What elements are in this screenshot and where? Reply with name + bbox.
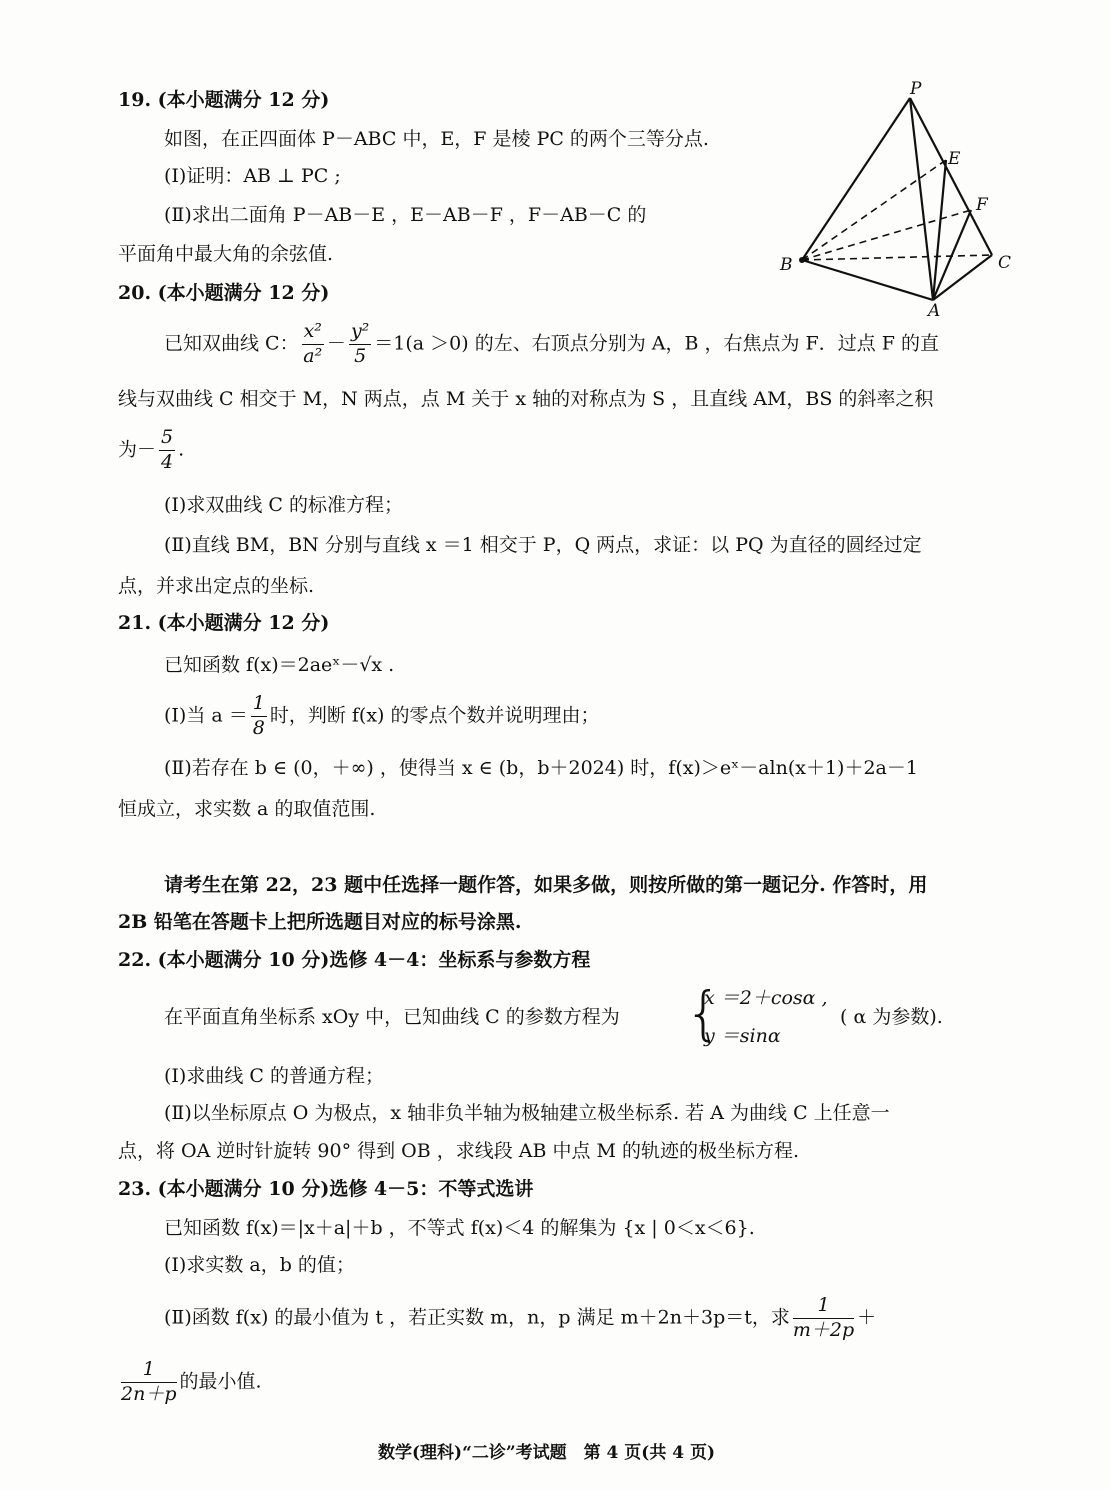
fraction-1-2n-p: $\frac{1}{2n+p}$ (121, 1358, 177, 1405)
edge-pa (910, 98, 933, 300)
q23-part1: (Ⅰ)求实数 a，b 的值； (164, 1254, 355, 1276)
q21-line1: 已知函数 f(x)＝2aeˣ－√x . (164, 654, 395, 676)
fraction-5-4: $\frac{5}{4}$ (161, 426, 174, 473)
tetrahedron-figure (770, 70, 1030, 330)
edge-ae (933, 160, 946, 300)
edge-bc (802, 255, 992, 260)
q20-line2: 线与双曲线 C 相交于 M，N 两点，点 M 关于 x 轴的对称点为 S ，且直线 AM，BS 的斜率之积 (118, 388, 934, 410)
q22-part1: (Ⅰ)求曲线 C 的普通方程； (164, 1065, 384, 1087)
q20-part2: (Ⅱ)直线 BM，BN 分别与直线 x ＝1 相交于 P，Q 两点，求证：以 PQ 为直径的圆经过定 (164, 534, 922, 556)
q19-part1: (Ⅰ)证明：AB ⊥ PC ; (164, 165, 341, 187)
q19-part2-cont: 平面角中最大角的余弦值. (118, 243, 334, 265)
q19-part2: (Ⅱ)求出二面角 P－AB－E ，E－AB－F ，F－AB－C 的 (164, 204, 647, 226)
system-brace: { (685, 979, 722, 1047)
edge-be (802, 160, 946, 260)
label-a: A (928, 301, 941, 321)
label-e: E (948, 149, 961, 169)
q20-part1: (Ⅰ)求双曲线 C 的标准方程； (164, 494, 403, 516)
q20-part2-cont: 点，并求出定点的坐标. (118, 575, 315, 597)
notice-line1: 请考生在第 22，23 题中任选择一题作答，如果多做，则按所做的第一题记分. 作答时，用 (164, 874, 928, 896)
fraction-x2-a2: $\frac{\text{x²}}{\text{a²}}$ (303, 320, 323, 367)
edge-ba (802, 260, 933, 300)
label-b: B (780, 255, 793, 275)
q22-param-note: ( α 为参数). (840, 1006, 943, 1028)
q21-part2-cont: 恒成立，求实数 a 的取值范围. (118, 798, 376, 820)
q19-intro: 如图，在正四面体 P－ABC 中，E，F 是棱 PC 的两个三等分点. (164, 128, 709, 150)
fraction-y2-5: $\frac{\text{y²}}{5}$ (350, 320, 370, 367)
q21-heading: 21. (本小题满分 12 分) (118, 612, 330, 634)
q23-line1: 已知函数 f(x)＝|x＋a|＋b ，不等式 f(x)＜4 的解集为 {x | 0＜x＜6}. (164, 1217, 755, 1239)
edge-pb (802, 98, 910, 260)
q20-line3: 为－ $\frac{5}{4}$ . (118, 426, 185, 473)
edge-bf (802, 210, 971, 260)
fraction-1-m-2p: $\frac{1}{m+2p}$ (792, 1294, 855, 1341)
q22-system-eq1: x ＝2＋cosα , (704, 987, 828, 1009)
q21-part2: (Ⅱ)若存在 b ∈ (0，＋∞) ，使得当 x ∈ (b，b＋2024) 时，f(x)＞eˣ－aln(x＋1)＋2a－1 (164, 757, 918, 779)
q22-system-eq2: y ＝sinα (704, 1025, 781, 1047)
q22-line1: 在平面直角坐标系 xOy 中，已知曲线 C 的参数方程为 (164, 1006, 620, 1028)
q22-part2-cont: 点，将 OA 逆时针旋转 90° 得到 OB ，求线段 AB 中点 M 的轨迹的极坐标方程. (118, 1140, 800, 1162)
q23-part2-cont: $\frac{1}{2n+p}$ 的最小值. (121, 1358, 262, 1405)
q22-heading: 22. (本小题满分 10 分)选修 4－4：坐标系与参数方程 (118, 949, 591, 971)
q23-part2: (Ⅱ)函数 f(x) 的最小值为 t ，若正实数 m，n，p 满足 m＋2n＋3p＝t，求 $\frac{1}{m+2p}$ ＋ (164, 1294, 877, 1341)
fraction-1-8: $\frac{1}{8}$ (252, 692, 265, 739)
label-f: F (976, 195, 988, 215)
q20-line1: 已知双曲线 C： $\frac{\text{x²}}{\text{a²}}$ － $\frac{\text{y²}}{5}$ ＝1(a ＞0) 的左、右顶点分别为 A，B ，右焦点为 F．过点 F 的直 (164, 320, 939, 367)
q21-part1: (Ⅰ)当 a ＝ $\frac{1}{8}$ 时，判断 f(x) 的零点个数并说明理由； (164, 692, 600, 739)
q20-heading: 20. (本小题满分 12 分) (118, 282, 330, 304)
q22-part2: (Ⅱ)以坐标原点 O 为极点，x 轴非负半轴为极轴建立极坐标系. 若 A 为曲线 C 上任意一 (164, 1102, 890, 1124)
q23-heading: 23. (本小题满分 10 分)选修 4－5：不等式选讲 (118, 1178, 534, 1200)
notice-line2: 2B 铅笔在答题卡上把所选题目对应的标号涂黑. (118, 911, 522, 933)
label-p: P (910, 79, 922, 99)
label-c: C (998, 253, 1012, 273)
page-footer: 数学(理科)“二诊”考试题 第 4 页(共 4 页) (378, 1443, 716, 1463)
q19-heading: 19. (本小题满分 12 分) (118, 89, 330, 111)
